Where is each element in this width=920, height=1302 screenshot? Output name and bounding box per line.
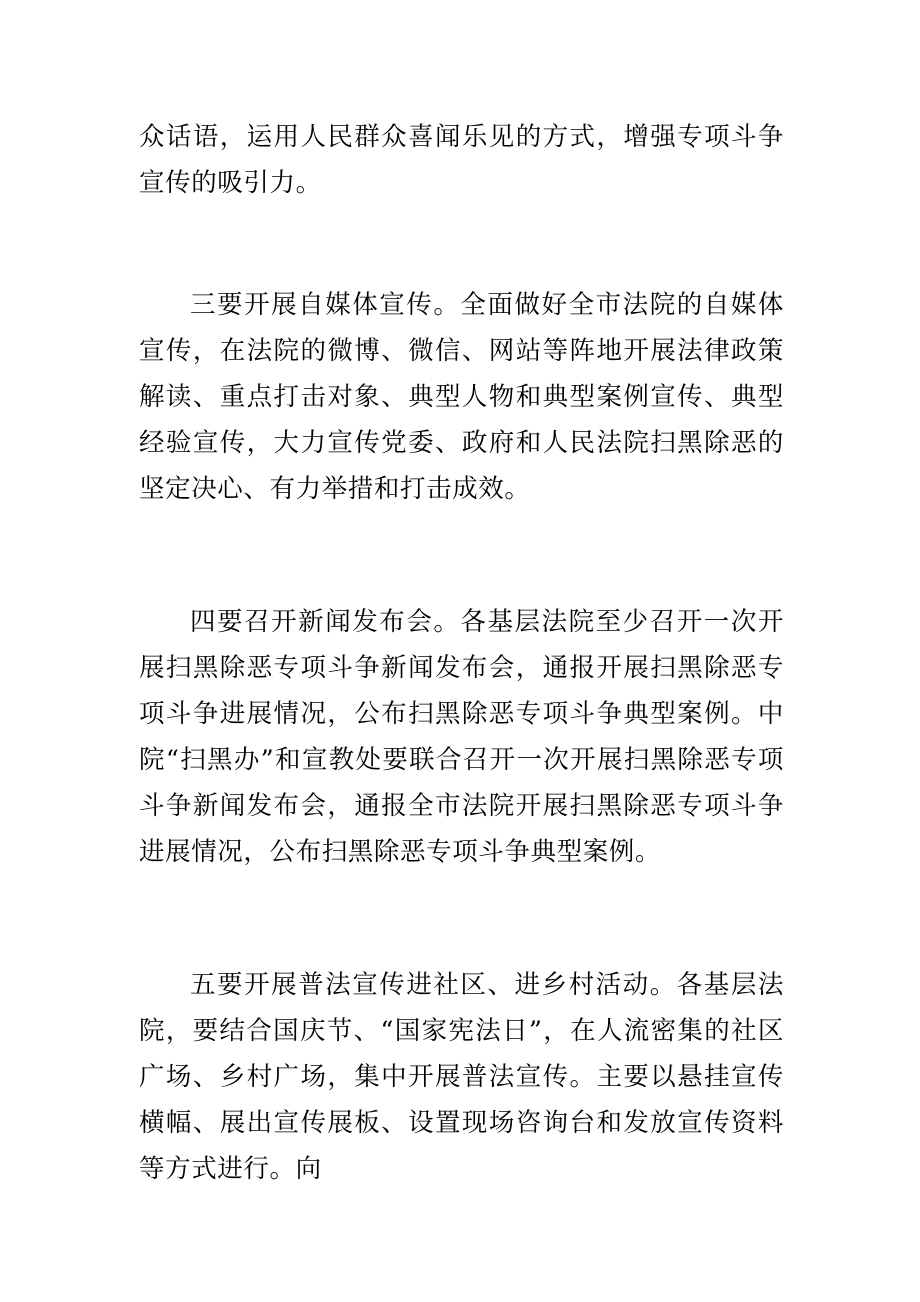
paragraph-self-media-publicity: 三要开展自媒体宣传。全面做好全市法院的自媒体宣传，在法院的微博、微信、网站等阵地开展法律政策解读、重点打击对象、典型人物和典型案例宣传、典型经验宣传，大力宣传党委、政府和人民法院扫黑除恶的坚定决心、有力举措和打击成效。	[139, 290, 784, 504]
paragraph-press-conference: 四要召开新闻发布会。各基层法院至少召开一次开展扫黑除恶专项斗争新闻发布会，通报开展扫黑除恶专项斗争进展情况，公布扫黑除恶专项斗争典型案例。中院“扫黑办”和宣教处要联合召开一次开展扫黑除恶专项斗争新闻发布会，通报全市法院开展扫黑除恶专项斗争进展情况，公布扫黑除恶专项斗争典型案例。	[139, 607, 784, 867]
paragraph-community-outreach: 五要开展普法宣传进社区、进乡村活动。各基层法院，要结合国庆节、“国家宪法日”，在人流密集的社区广场、乡村广场，集中开展普法宣传。主要以悬挂宣传横幅、展出宣传展板、设置现场咨询台和发放宣传资料等方式进行。向	[139, 970, 784, 1184]
paragraph-continuation: 众话语，运用人民群众喜闻乐见的方式，增强专项斗争宣传的吸引力。	[139, 122, 784, 198]
